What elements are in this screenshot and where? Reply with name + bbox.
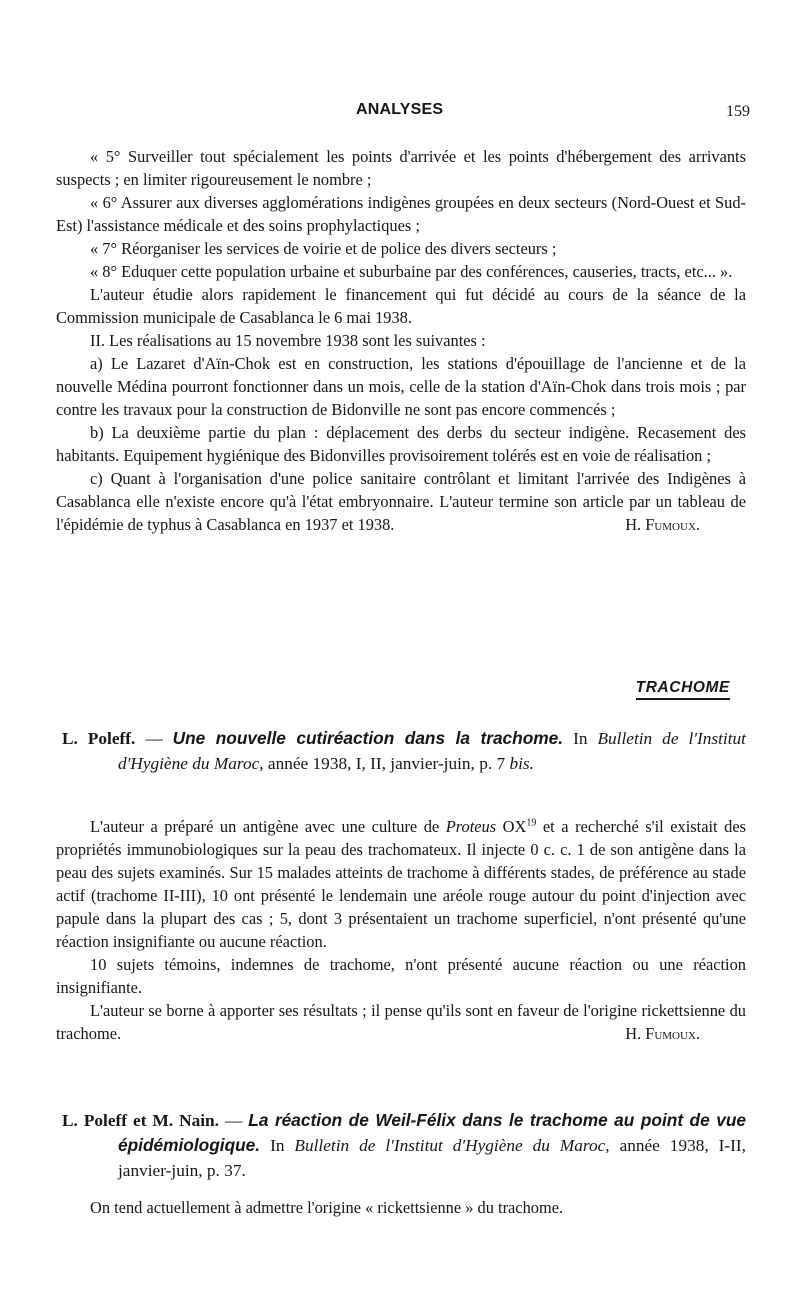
reference-in: In bbox=[573, 729, 588, 748]
abstract-paragraph bbox=[56, 999, 746, 1045]
reference-entry-1 bbox=[62, 726, 746, 776]
reference-title: La réaction de Weil-Félix dans le trachome au point de vue épidémiologique. bbox=[118, 1110, 746, 1155]
abstract-text-cont: et a recherché s'il existait des propriétés immunobiologiques sur la peau des trachomateux. Il injecte 0 c. c. 1 de son antigène dans la peau des sujets examinés. Sur 15 malades atteints de trachome à différents stades, de préférence au stade actif (trachome II-III), 10 ont présenté le lendemain une aréole rouge autour du point d'injection avec papule dans la plupart des cas ; 5, dont 3 présentaient un trachome superficiel, n'ont présenté qu'une réaction insignifiante ou aucune réaction. bbox=[56, 817, 746, 951]
abstract-paragraph bbox=[56, 815, 746, 953]
reference-details: année 1938, I-II, janvier-juin, p. 37. bbox=[118, 1136, 746, 1180]
reference-in: In bbox=[270, 1136, 285, 1155]
paragraph-item-8: « 8° Eduquer cette population urbaine et suburbaine par des conférences, causeries, tracts, etc... ». bbox=[90, 262, 733, 281]
paragraph-item-5: « 5° Surveiller tout spécialement les points d'arrivée et les points d'hébergement des arrivants suspects ; en limiter rigoureusement le nombre ; bbox=[56, 147, 746, 189]
paragraph-item-a: a) Le Lazaret d'Aïn-Chok est en construction, les stations d'épouillage de l'ancienne et de la nouvelle Médina pourront fonctionner dans un mois, celle de la station d'Aïn-Chok dans trois mois ; par contre les travaux pour la construction de Bidonville ne sont pas encore commencés ; bbox=[56, 354, 746, 419]
ox-superscript: 19 bbox=[526, 817, 537, 829]
page-header bbox=[0, 101, 800, 125]
abstract-conclusion: L'auteur se borne à apporter ses résultats ; il pense qu'ils sont en faveur de l'origine rickettsienne du trachome. bbox=[56, 1001, 746, 1043]
reference-title: Une nouvelle cutiréaction dans la trachome. bbox=[172, 728, 564, 748]
abstract-1 bbox=[56, 815, 746, 1045]
paragraph-item-c bbox=[56, 467, 746, 536]
proteus-italic: Proteus bbox=[445, 817, 497, 836]
reference-dash: — bbox=[145, 729, 163, 748]
reference-bis: bis. bbox=[509, 754, 534, 773]
reference-author: L. Poleff et M. Nain. bbox=[62, 1111, 219, 1130]
abstract-text: L'auteur a préparé un antigène avec une culture de bbox=[90, 817, 440, 836]
signature: H. Fumoux. bbox=[625, 515, 700, 534]
ox-label: OX bbox=[502, 817, 527, 836]
signature: H. Fumoux. bbox=[625, 1024, 700, 1043]
reference-dash: — bbox=[225, 1111, 243, 1130]
paragraph-financing: L'auteur étudie alors rapidement le financement qui fut décidé au cours de la séance de la Commission municipale de Casablanca le 6 mai 1938. bbox=[56, 285, 746, 327]
paragraph-item-7: « 7° Réorganiser les services de voirie et de police des divers secteurs ; bbox=[90, 239, 557, 258]
running-head: ANALYSES bbox=[356, 101, 444, 118]
abstract-paragraph: On tend actuellement à admettre l'origine « rickettsienne » du trachome. bbox=[90, 1198, 564, 1217]
paragraph-item-c-text: c) Quant à l'organisation d'une police sanitaire contrôlant et limitant l'arrivée des Indigènes à Casablanca elle n'existe encore qu'à l'état embryonnaire. L'auteur termine son article par un tableau de l'épidémie de typhus à Casablanca en 1937 et 1938. bbox=[56, 469, 746, 534]
paragraph-realisations: II. Les réalisations au 15 novembre 1938 sont les suivantes : bbox=[90, 331, 486, 350]
abstract-paragraph: 10 sujets témoins, indemnes de trachome, n'ont présenté aucune réaction ou une réaction insignifiante. bbox=[56, 955, 746, 997]
reference-journal: Bulletin de l'Institut d'Hygiène du Maroc, bbox=[118, 729, 746, 773]
section-title: TRACHOME bbox=[636, 678, 730, 700]
analysis-continuation bbox=[56, 145, 746, 536]
abstract-2 bbox=[56, 1196, 746, 1219]
paragraph-item-b: b) La deuxième partie du plan : déplacement des derbs du secteur indigène. Recasement des habitants. Equipement hygiénique des Bidonvilles provisoirement tolérés est en voie de réalisation ; bbox=[56, 423, 746, 465]
paragraph-item-6: « 6° Assurer aux diverses agglomérations indigènes groupées en deux secteurs (Nord-Ouest et Sud-Est) l'assistance médicale et des soins prophylactiques ; bbox=[56, 193, 746, 235]
reference-details: année 1938, I, II, janvier-juin, p. 7 bbox=[267, 754, 506, 773]
reference-entry-2 bbox=[62, 1108, 746, 1183]
reference-journal: Bulletin de l'Institut d'Hygiène du Maroc, bbox=[294, 1136, 610, 1155]
reference-author: L. Poleff. bbox=[62, 729, 136, 748]
page-number: 159 bbox=[726, 103, 750, 120]
